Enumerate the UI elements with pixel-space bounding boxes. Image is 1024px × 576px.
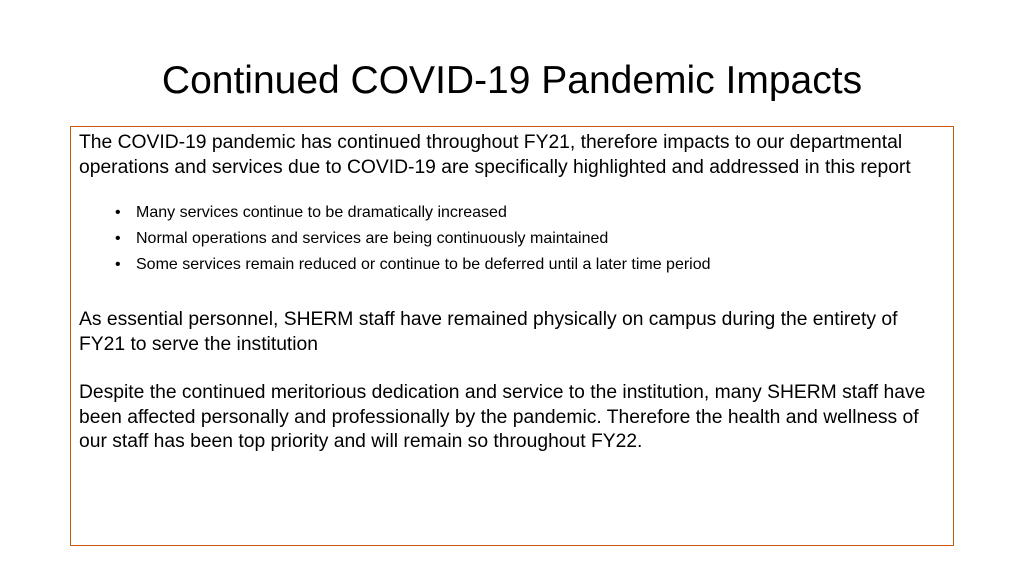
personnel-paragraph: As essential personnel, SHERM staff have remained physically on campus during the entirety of FY21 to serve the institution xyxy=(79,309,898,355)
bullet-list xyxy=(79,200,945,278)
bullet-dot-icon: • xyxy=(115,256,121,273)
bullet-text: Many services continue to be dramatically increased xyxy=(136,204,507,221)
bullet-item xyxy=(115,252,945,278)
bullet-text: Some services remain reduced or continue to be deferred until a later time period xyxy=(136,256,711,273)
bullet-dot-icon: • xyxy=(115,204,121,221)
intro-paragraph: The COVID-19 pandemic has continued throughout FY21, therefore impacts to our departmental operations and services due to COVID-19 are specifically highlighted and addressed in this report xyxy=(79,132,911,178)
wellness-paragraph: Despite the continued meritorious dedication and service to the institution, many SHERM staff have been affected personally and professionally by the pandemic. Therefore the health and wellness of our staff has been top priority and will remain so throughout FY22. xyxy=(79,382,926,452)
bullet-text: Normal operations and services are being continuously maintained xyxy=(136,230,609,247)
content-box xyxy=(70,126,954,546)
slide-title: Continued COVID-19 Pandemic Impacts xyxy=(161,59,863,102)
bullet-dot-icon: • xyxy=(115,230,121,247)
bullet-item xyxy=(115,226,945,252)
bullet-item xyxy=(115,200,945,226)
